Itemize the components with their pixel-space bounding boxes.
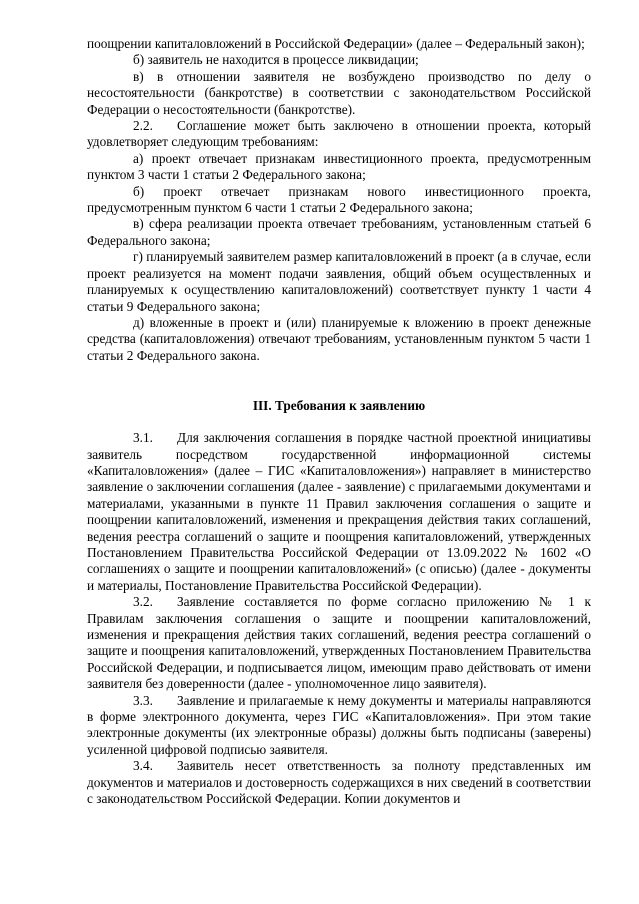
list-item-g-capital-size: г) планируемый заявителем размер капиталовложений в проект (а в случае, если проект реализуется на момент подачи заявления, общий объем осуществленных и планируемых к осуществлению капиталовложений) соответствует пункту 1 части 4 статьи 9 Федерального закона;: [87, 249, 591, 314]
clause-text: Для заключения соглашения в порядке частной проектной инициативы заявитель посредством государственной информационной системы «Капиталовложения» (далее – ГИС «Капиталовложения») направляет в министерство заявление о заключении соглашения (далее - заявление) с прилагаемыми документами и материалами, указанными в пункте 11 Правил заключения соглашения о защите и поощрении капиталовложений, изменения и прекращения действия таких соглашений, ведения реестра соглашений о защите и поощрения капиталовложений, утвержденных Постановлением Правительства Российской Федерации от 13.09.2022 № 1602 «О соглашениях о защите и поощрении капиталовложений» (с описью) (далее - документы и материалы, Постановление Правительства Российской Федерации).: [87, 430, 591, 593]
list-item-v-bankruptcy: в) в отношении заявителя не возбуждено производство по делу о несостоятельности (банкротстве) в соответствии с законодательством Российской Федерации о несостоятельности (банкротстве).: [87, 68, 591, 117]
clause-number: 2.2.: [133, 118, 153, 134]
clause-text: Заявитель несет ответственность за полноту представленных им документов и материалов и достоверность содержащихся в них сведений в соответствии с законодательством Российской Федерации. Копии документов и: [87, 758, 591, 807]
clause-text: Соглашение может быть заключено в отношении проекта, который удовлетворяет следующим требованиям:: [87, 118, 591, 150]
clause-2-2: [87, 118, 591, 151]
list-item-b-new-project: б) проект отвечает признакам нового инвестиционного проекта, предусмотренным пунктом 6 части 1 статьи 2 Федерального закона;: [87, 183, 591, 216]
clause-number: 3.3.: [133, 692, 153, 708]
list-item-v-sphere: в) сфера реализации проекта отвечает требованиям, установленным статьей 6 Федерального закона;: [87, 216, 591, 248]
clause-number: 3.2.: [133, 594, 153, 610]
clause-number: 3.4.: [133, 758, 153, 774]
section-heading: III. Требования к заявлению: [252, 398, 426, 414]
clause-3-3: [87, 693, 591, 759]
list-item-d-funds: д) вложенные в проект и (или) планируемые к вложению в проект денежные средства (капиталовложения) отвечают требованиям, установленным пунктом 5 части 1 статьи 2 Федерального закона.: [87, 314, 591, 363]
list-item-a-investment-project: а) проект отвечает признакам инвестиционного проекта, предусмотренным пунктом 3 части 1 статьи 2 Федерального закона;: [87, 150, 591, 183]
clause-text: Заявление составляется по форме согласно приложению № 1 к Правилам заключения соглашения о защите и поощрении капиталовложений, изменения и прекращения действия таких соглашений, ведения реестра соглашений о защите и поощрения капиталовложений, утвержденных Постановлением Правительства Российской Федерации, и подписывается лицом, имеющим право действовать от имени заявителя без доверенности (далее - уполномоченное лицо заявителя).: [87, 594, 591, 692]
list-item-b-liquidation: б) заявитель не находится в процессе ликвидации;: [133, 52, 419, 68]
clause-3-1: [87, 430, 591, 594]
paragraph-continued: поощрении капиталовложений в Российской Федерации» (далее – Федеральный закон);: [87, 36, 585, 51]
clause-3-2: [87, 594, 591, 692]
clause-number: 3.1.: [133, 430, 153, 446]
clause-3-4: [87, 758, 591, 807]
clause-text: Заявление и прилагаемые к нему документы и материалы направляются в форме электронного документа, через ГИС «Капиталовложения». При этом такие электронные документы (их электронные образы) должны быть подписаны (заверены) усиленной цифровой подписью заявителя.: [87, 692, 591, 757]
